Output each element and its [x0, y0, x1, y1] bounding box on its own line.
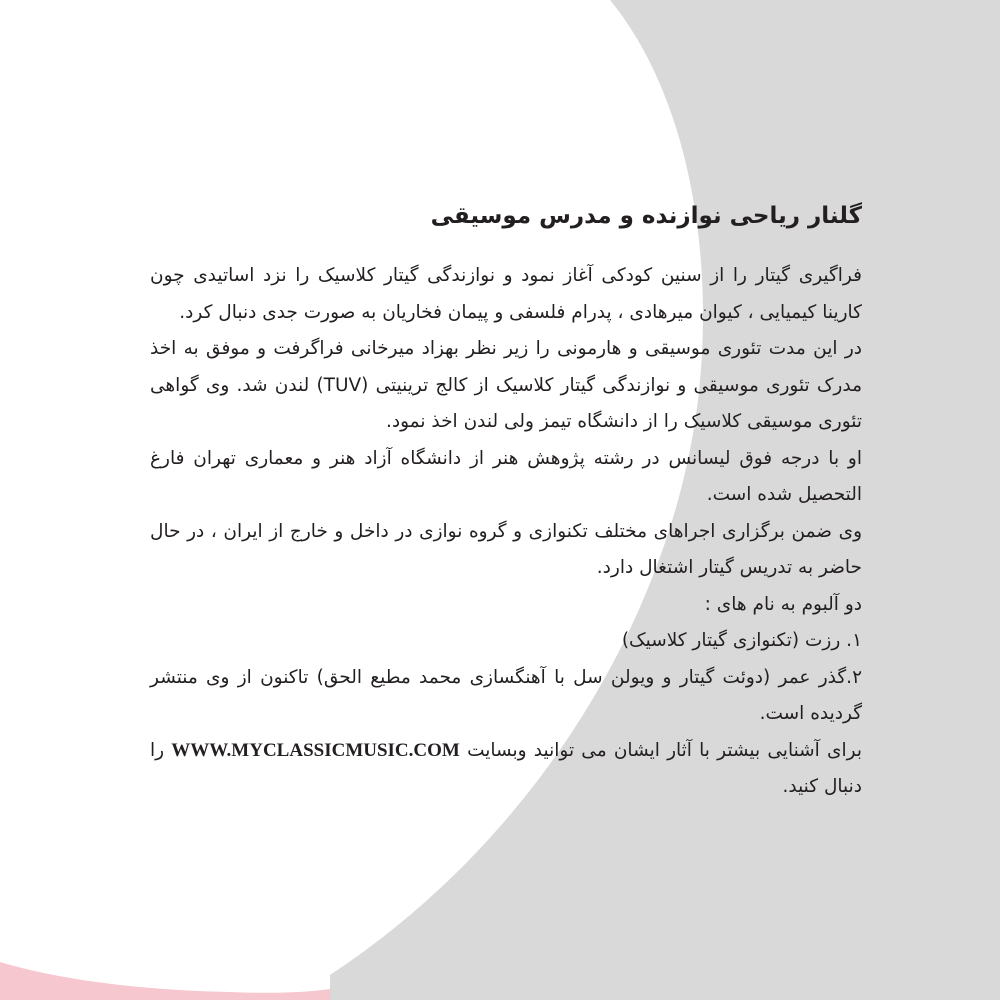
paragraph-performances: وی ضمن برگزاری اجراهای مختلف تکنوازی و گروه نوازی در داخل و خارج از ایران ، در حال حاضر به تدریس گیتار اشتغال دارد.	[150, 520, 862, 578]
website-tail-text: را دنبال کنید.	[150, 739, 862, 797]
page-title: گلنار ریاحی نوازنده و مدرس موسیقی	[430, 203, 862, 229]
paragraph-albums-intro: دو آلبوم به نام های :	[704, 593, 862, 615]
pink-corner-shape	[0, 962, 330, 1000]
paragraph-early-study: فراگیری گیتار را از سنین کودکی آغاز نمود و نوازندگی گیتار کلاسیک را نزد اساتیدی چون کارینا کیمیایی ، کیوان میرهادی ، پدرام فلسفی و پیمان فخاریان به صورت جدی دنبال کرد.	[150, 265, 862, 323]
paragraph-theory-study: در این مدت تئوری موسیقی و هارمونی را زیر نظر بهزاد میرخانی فراگرفت و موفق به اخذ مدرک تئوری موسیقی و نوازندگی گیتار کلاسیک از کالج ترینیتی (TUV) لندن شد. وی گواهی تئوری موسیقی کلاسیک را از دانشگاه تیمز ولی لندن اخذ نمود.	[150, 338, 862, 432]
album-item-2: ۲.گذر عمر (دوئت گیتار و ویولن سل با آهنگسازی محمد مطیع الحق) تاکنون از وی منتشر گردیده است.	[150, 666, 862, 724]
website-link[interactable]: WWW.MYCLASSICMUSIC.COM	[171, 739, 460, 761]
paragraph-website	[150, 733, 862, 806]
paragraph-education: او با درجه فوق لیسانس در رشته پژوهش هنر از دانشگاه آزاد هنر و معماری تهران فارغ التحصیل شده است.	[150, 447, 862, 505]
biography-text-block	[150, 196, 862, 806]
website-lead-text: برای آشنایی بیشتر با آثار ایشان می توانید وبسایت	[467, 739, 862, 761]
album-item-1: ۱. رزت (تکنوازی گیتار کلاسیک)	[621, 630, 862, 651]
